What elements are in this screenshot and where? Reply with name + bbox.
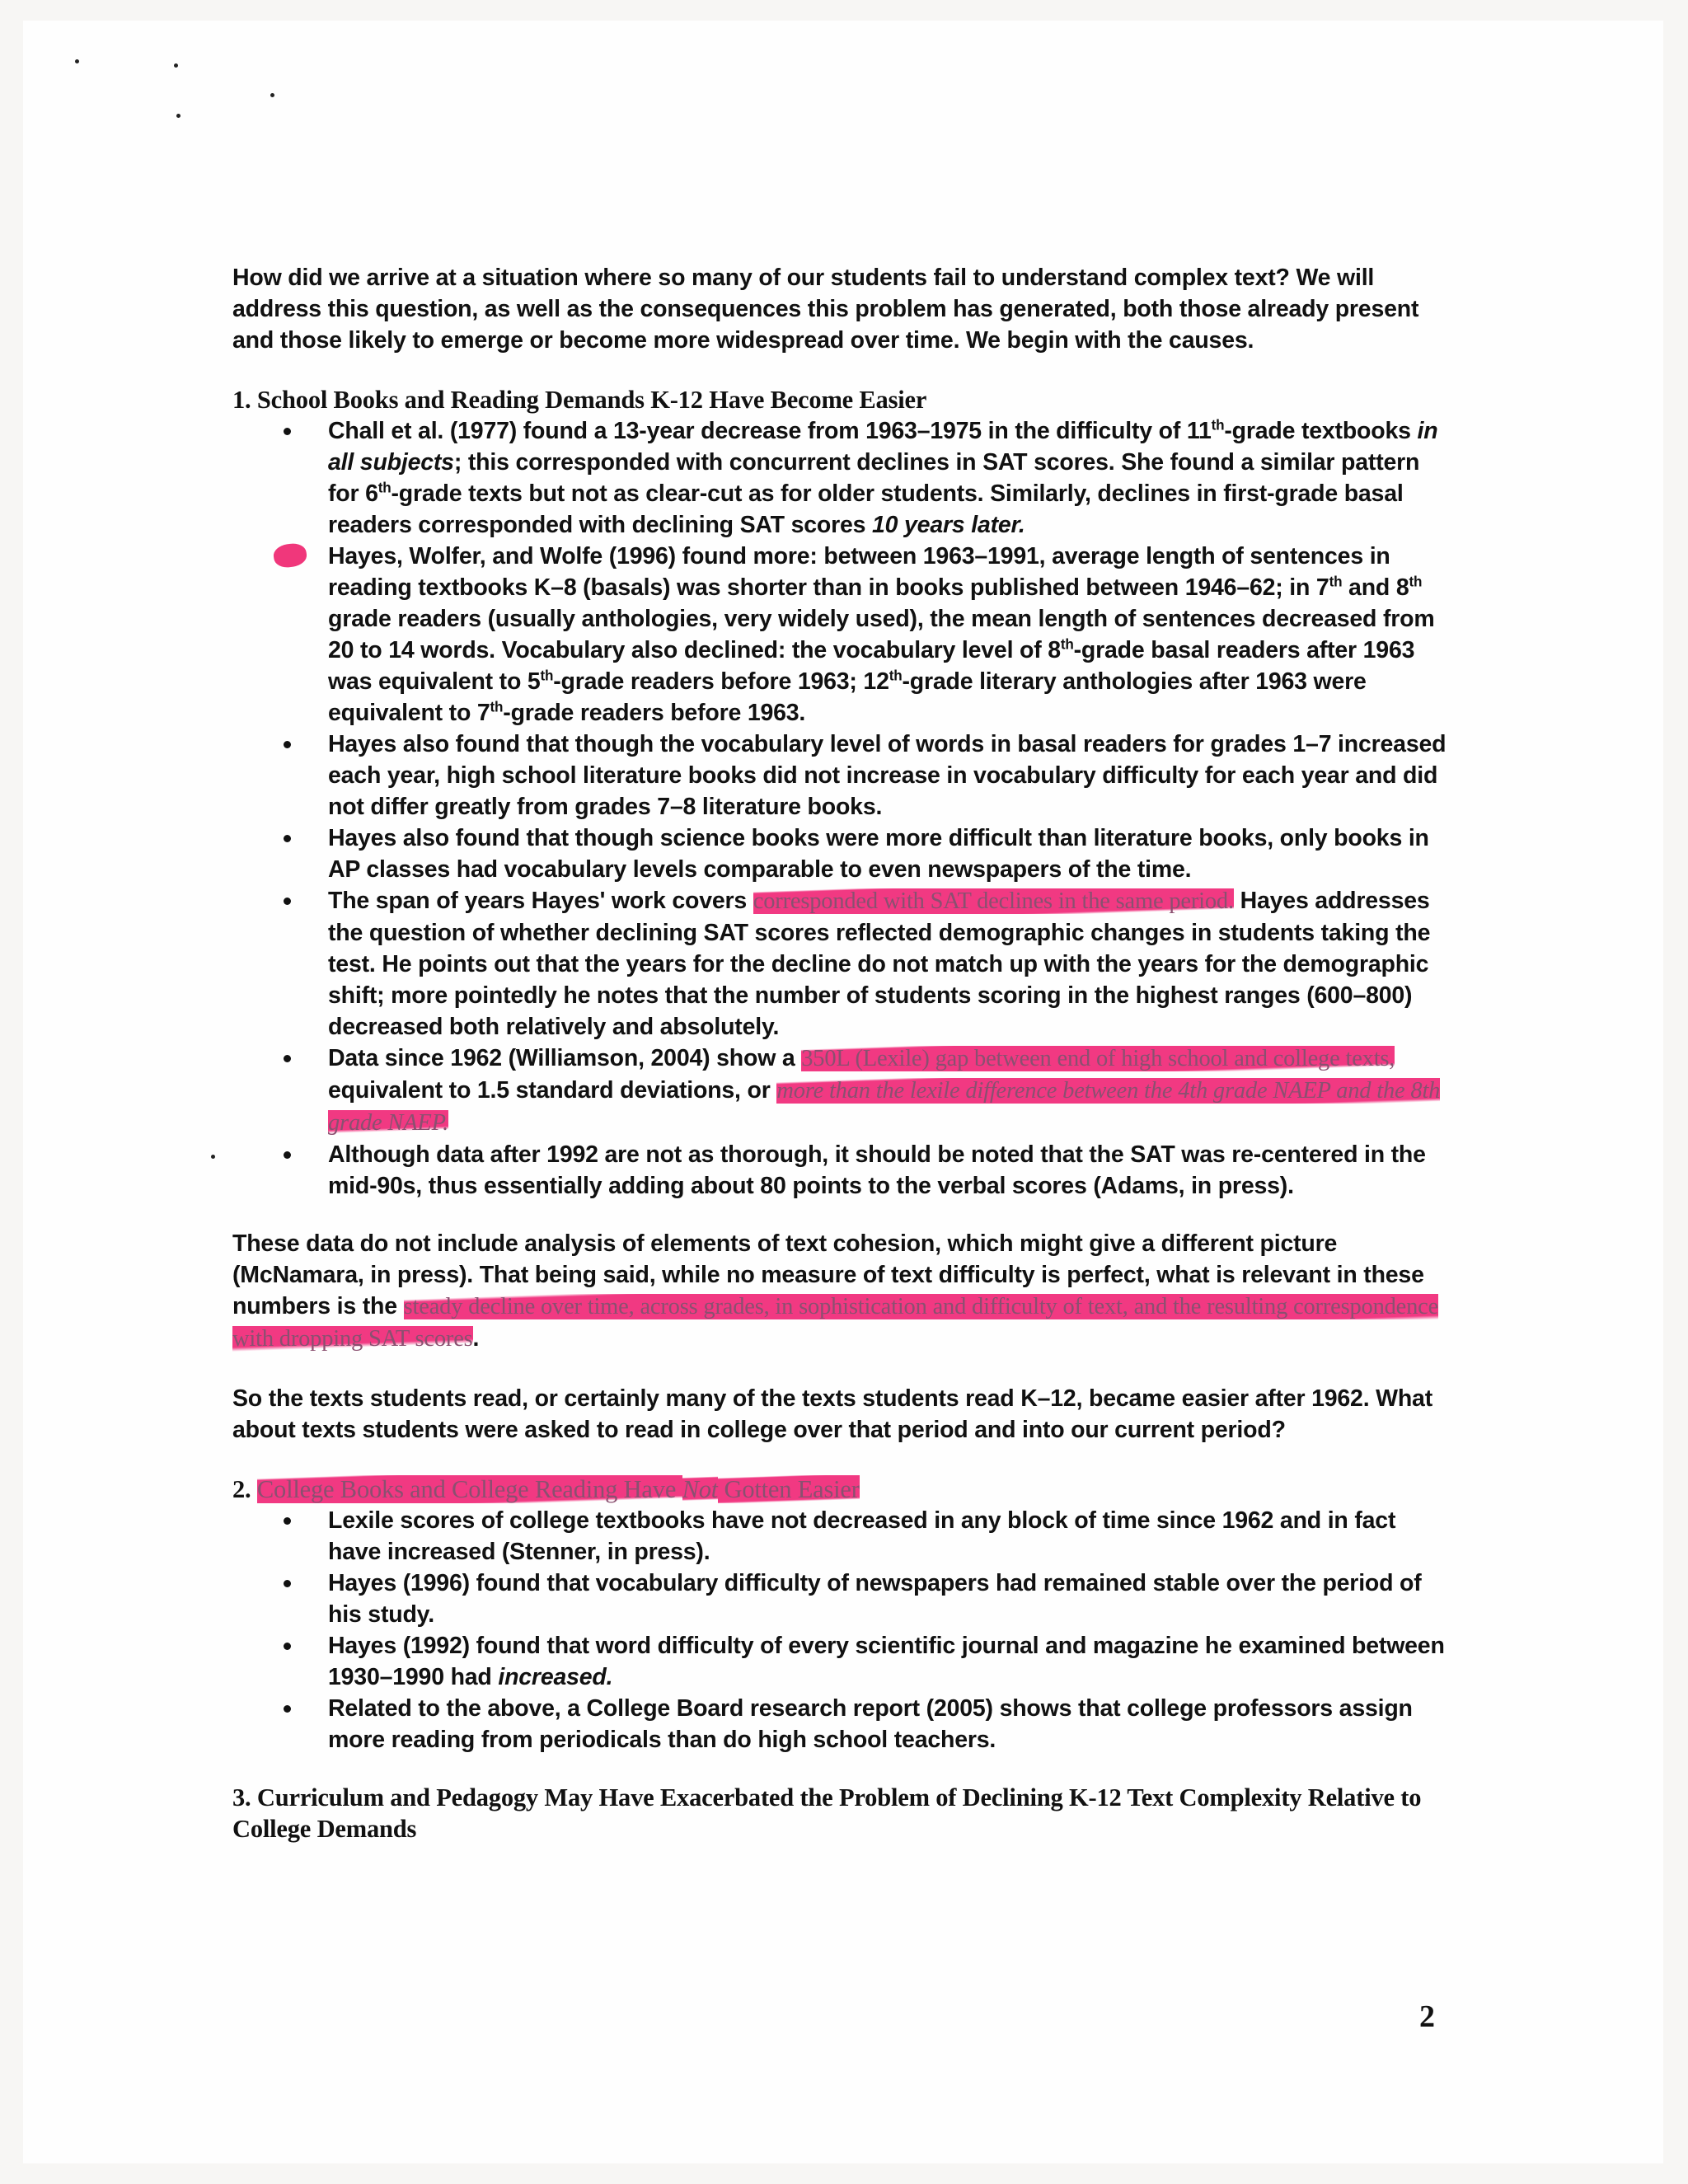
bullet-icon (284, 1517, 291, 1525)
list-item: Hayes also found that though the vocabulary level of words in basal readers for grades 1–7 increased each year, high school literature books did not increase in vocabulary difficulty for each year and did not differ greatly from grades 7–8 literature books. (328, 729, 1452, 823)
scan-speck (176, 114, 181, 118)
list-item: Hayes (1992) found that word difficulty of every scientific journal and magazine he examined between 1930–1990 had increased. (328, 1630, 1452, 1693)
list-item: Chall et al. (1977) found a 13-year decrease from 1963–1975 in the difficulty of 11th-grade textbooks in all subjects; this corresponded with concurrent declines in SAT scores. She found a similar pattern for 6th-grade texts but not as clear-cut as for older students. Similarly, declines in first-grade basal readers corresponded with declining SAT scores 10 years later. (328, 415, 1452, 541)
section-1-heading: 1. School Books and Reading Demands K-12 Have Become Easier (232, 386, 927, 414)
intro-paragraph: How did we arrive at a situation where so many of our students fail to understand complex text? We will address this question, as well as the consequences this problem has generated, both those already present and those likely to emerge or become more widespread over time. We begin with the causes. (232, 265, 1419, 354)
bullet-icon (284, 1580, 291, 1587)
list-item: Data since 1962 (Williamson, 2004) show a 350L (Lexile) gap between end of high school and college texts, equivalent to 1.5 standard deviations, or more than the lexile difference between the 4th grade NAEP and the 8th grade NAEP. (328, 1043, 1452, 1139)
bullet-icon (284, 1055, 291, 1062)
highlighted-text: steady decline over time, across grades, in sophistication and difficulty of text, and the resulting correspondence with dropping SAT scores (232, 1294, 1439, 1352)
highlighted-text: corresponded with SAT declines in the same period. (753, 888, 1234, 914)
list-item: The span of years Hayes' work covers corresponded with SAT declines in the same period. Hayes addresses the question of whether declining SAT scores reflected demographic changes in students taking the test. He points out that the years for the decline do not match up with the years for the demographic shift; more pointedly he notes that the number of students scoring in the highest ranges (600–800) decreased both relatively and absolutely. (328, 885, 1452, 1043)
list-item: Although data after 1992 are not as thorough, it should be noted that the SAT was re-centered in the mid-90s, thus essentially adding about 80 points to the verbal scores (Adams, in press). (328, 1139, 1452, 1202)
scan-speck (174, 63, 178, 68)
highlighter-mark-icon (272, 541, 308, 569)
list-item: Lexile scores of college textbooks have not decreased in any block of time since 1962 and in fact have increased (Stenner, in press). (328, 1505, 1452, 1568)
summary-paragraph: These data do not include analysis of elements of text cohesion, which might give a different picture (McNamara, in press). That being said, while no measure of text difficulty is perfect, what is relevant in these numbers is the steady decline over time, across grades, in sophistication and difficulty of text, and the resulting correspondence with dropping SAT scores. (232, 1230, 1439, 1352)
highlighted-text: 350L (Lexile) gap between end of high school and college texts, (801, 1046, 1395, 1071)
list-item: Hayes (1996) found that vocabulary difficulty of newspapers had remained stable over the period of his study. (328, 1568, 1452, 1630)
scan-speck (270, 93, 274, 97)
bullet-icon (284, 1705, 291, 1713)
bullet-icon (284, 1643, 291, 1650)
scan-speck (75, 59, 79, 63)
bullet-icon (284, 835, 291, 842)
list-item: Hayes, Wolfer, and Wolfe (1996) found more: between 1963–1991, average length of sentences in reading textbooks K–8 (basals) was shorter than in books published between 1946–62; in 7th and 8th grade readers (usually anthologies, very widely used), the mean length of sentences decreased from 20 to 14 words. Vocabulary also declined: the vocabulary level of 8th-grade basal readers after 1963 was equivalent to 5th-grade readers before 1963; 12th-grade literary anthologies after 1963 were equivalent to 7th-grade readers before 1963. (328, 541, 1452, 729)
bullet-icon (284, 428, 291, 435)
list-item: Related to the above, a College Board research report (2005) shows that college professors assign more reading from periodicals than do high school teachers. (328, 1693, 1452, 1755)
page-number: 2 (1419, 1999, 1435, 2034)
bullet-icon (284, 1151, 291, 1159)
section-2-heading: 2. College Books and College Reading Have Not Gotten Easier (232, 1475, 860, 1503)
highlighted-text: more than the lexile difference between the 4th grade NAEP and the 8th grade NAEP. (328, 1078, 1441, 1136)
bullet-icon (284, 741, 291, 748)
section-1-list (232, 415, 1452, 1202)
transition-paragraph: So the texts students read, or certainly many of the texts students read K–12, became easier after 1962. What about texts students were asked to read in college over that period and into our current period? (232, 1385, 1432, 1443)
list-item: Hayes also found that though science books were more difficult than literature books, only books in AP classes had vocabulary levels comparable to even newspapers of the time. (328, 823, 1452, 885)
bullet-icon (284, 898, 291, 905)
section-2-list (232, 1505, 1452, 1755)
document-body (232, 262, 1452, 1844)
scan-speck (211, 1155, 215, 1159)
section-3-heading: 3. Curriculum and Pedagogy May Have Exacerbated the Problem of Declining K-12 Text Complexity Relative to College Demands (232, 1783, 1422, 1843)
